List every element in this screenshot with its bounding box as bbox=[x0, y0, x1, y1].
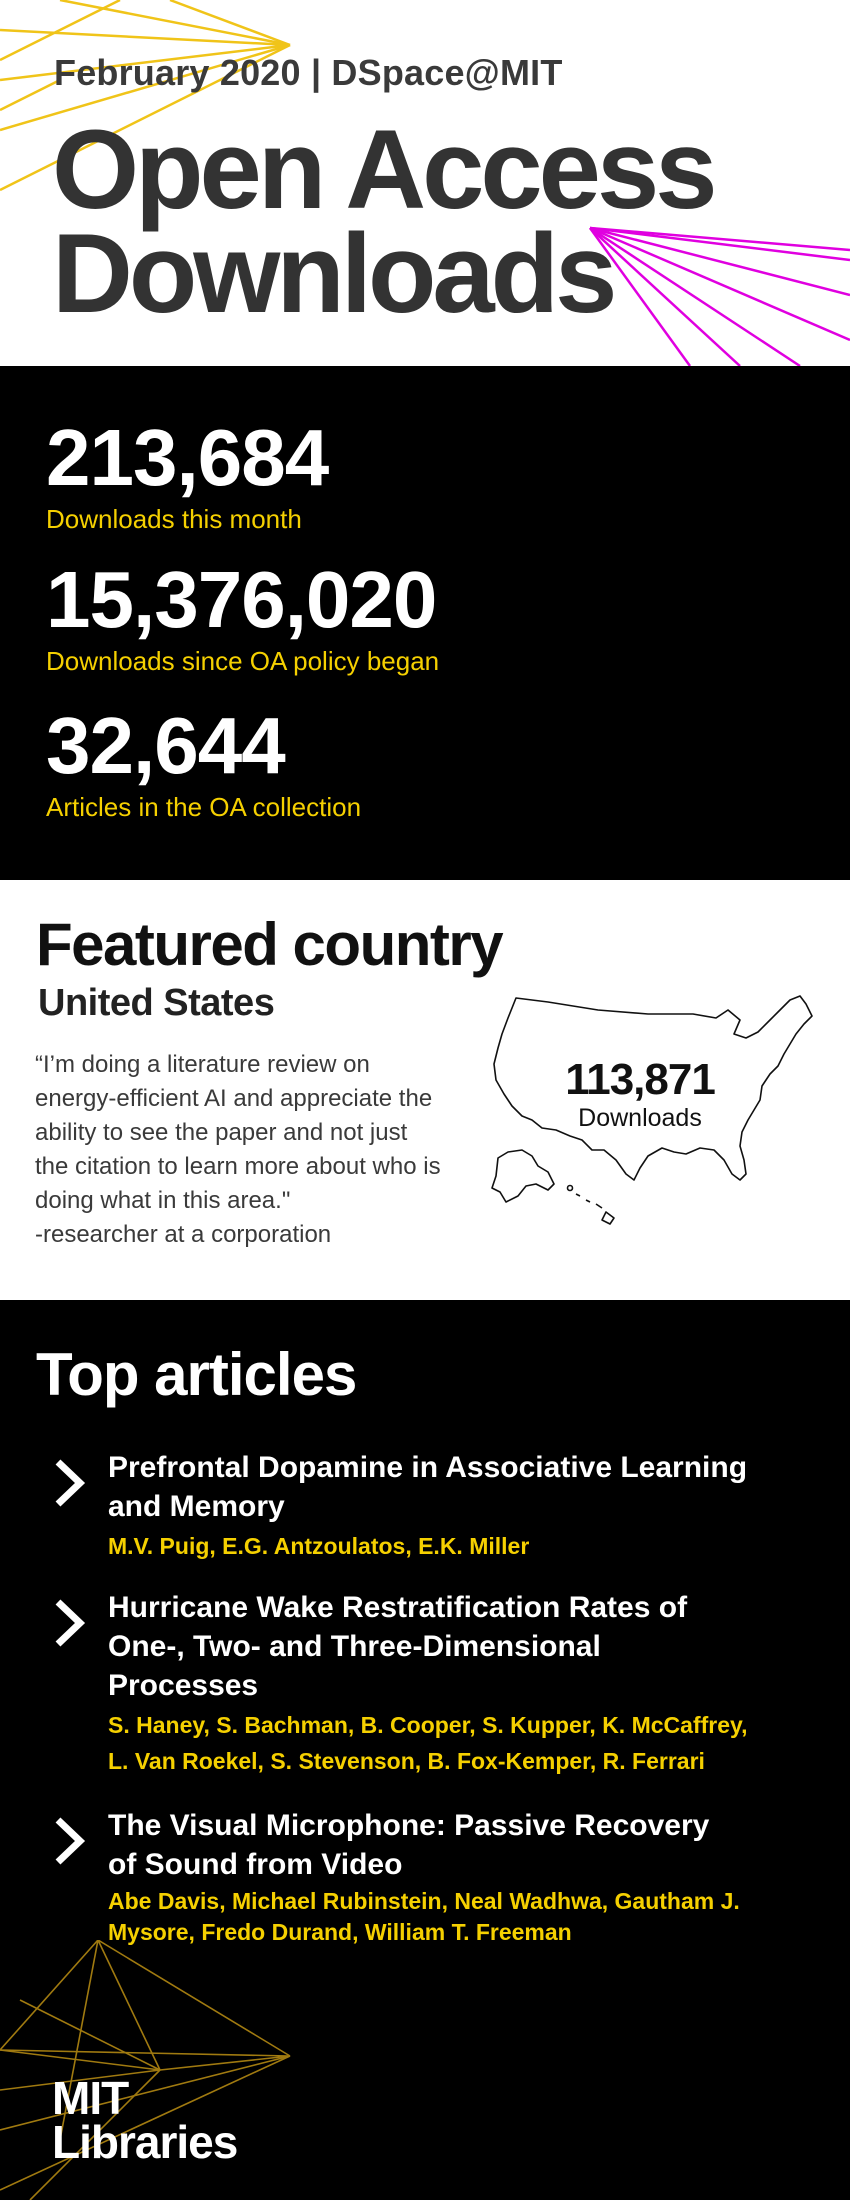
mit-libraries-logo[interactable] bbox=[52, 2072, 238, 2168]
title-line-2: Downloads bbox=[52, 211, 614, 336]
page-title bbox=[52, 107, 714, 336]
article-authors-line: Abe Davis, Michael Rubinstein, Neal Wadhwa, Gautham J. bbox=[108, 1888, 740, 1914]
quote-attribution: -researcher at a corporation bbox=[35, 1221, 332, 1248]
chevron-right-icon bbox=[52, 1458, 86, 1508]
article-authors bbox=[108, 1886, 812, 1948]
article-authors-line: M.V. Puig, E.G. Antzoulatos, E.K. Miller bbox=[108, 1533, 530, 1559]
chevron-right-icon bbox=[52, 1598, 86, 1648]
country-downloads-label: Downloads bbox=[578, 1104, 702, 1132]
stat-label: Downloads this month bbox=[46, 504, 302, 534]
quote-line: energy-efficient AI and appreciate the bbox=[35, 1085, 433, 1112]
chevron-right-icon bbox=[52, 1816, 86, 1866]
quote-line: “I’m doing a literature review on bbox=[35, 1051, 370, 1078]
article-authors bbox=[108, 1707, 812, 1779]
logo-line-1: MIT bbox=[52, 2072, 129, 2124]
article-title-line: Processes bbox=[108, 1669, 259, 1702]
stat-label: Articles in the OA collection bbox=[46, 792, 362, 822]
stat-label: Downloads since OA policy began bbox=[46, 646, 440, 676]
quote-line: the citation to learn more about who is bbox=[35, 1153, 441, 1180]
top-articles-section bbox=[0, 1300, 850, 2200]
article-title[interactable] bbox=[108, 1588, 812, 1705]
stat-monthly-downloads bbox=[46, 413, 329, 534]
title-line-1: Open Access bbox=[52, 107, 714, 232]
article-item[interactable] bbox=[52, 1448, 812, 1564]
stat-value: 15,376,020 bbox=[46, 555, 437, 644]
article-authors-line: Mysore, Fredo Durand, William T. Freeman bbox=[108, 1919, 572, 1945]
report-subtitle: February 2020 | DSpace@MIT bbox=[54, 52, 563, 93]
quote-line: ability to see the paper and not just bbox=[35, 1119, 408, 1146]
article-title-line: Prefrontal Dopamine in Associative Learning bbox=[108, 1451, 748, 1484]
country-downloads-count: 113,871 bbox=[565, 1055, 715, 1104]
article-title-line: of Sound from Video bbox=[108, 1848, 403, 1881]
stat-value: 213,684 bbox=[46, 413, 329, 502]
country-name: United States bbox=[38, 982, 275, 1024]
article-item[interactable] bbox=[52, 1588, 812, 1779]
researcher-quote bbox=[35, 1048, 485, 1252]
stat-total-downloads bbox=[46, 555, 440, 676]
article-title-line: The Visual Microphone: Passive Recovery bbox=[108, 1809, 710, 1842]
article-title-line: Hurricane Wake Restratification Rates of bbox=[108, 1591, 688, 1624]
article-title[interactable] bbox=[108, 1448, 812, 1526]
featured-heading: Featured country bbox=[36, 911, 503, 978]
article-authors-line: L. Van Roekel, S. Stevenson, B. Fox-Kemper, R. Ferrari bbox=[108, 1748, 705, 1774]
article-title-line: One-, Two- and Three-Dimensional bbox=[108, 1630, 601, 1663]
article-item[interactable] bbox=[52, 1806, 812, 1948]
logo-line-2: Libraries bbox=[52, 2116, 238, 2168]
top-articles-heading: Top articles bbox=[36, 1341, 357, 1408]
header bbox=[0, 0, 850, 366]
article-authors bbox=[108, 1528, 812, 1564]
stat-value: 32,644 bbox=[46, 701, 285, 790]
featured-country-section bbox=[0, 880, 850, 1300]
quote-line: doing what in this area." bbox=[35, 1187, 291, 1214]
article-title-line: and Memory bbox=[108, 1490, 285, 1523]
stats-section bbox=[0, 366, 850, 880]
article-title[interactable] bbox=[108, 1806, 812, 1884]
article-authors-line: S. Haney, S. Bachman, B. Cooper, S. Kupper, K. McCaffrey, bbox=[108, 1712, 748, 1738]
stat-articles-count bbox=[46, 701, 362, 822]
